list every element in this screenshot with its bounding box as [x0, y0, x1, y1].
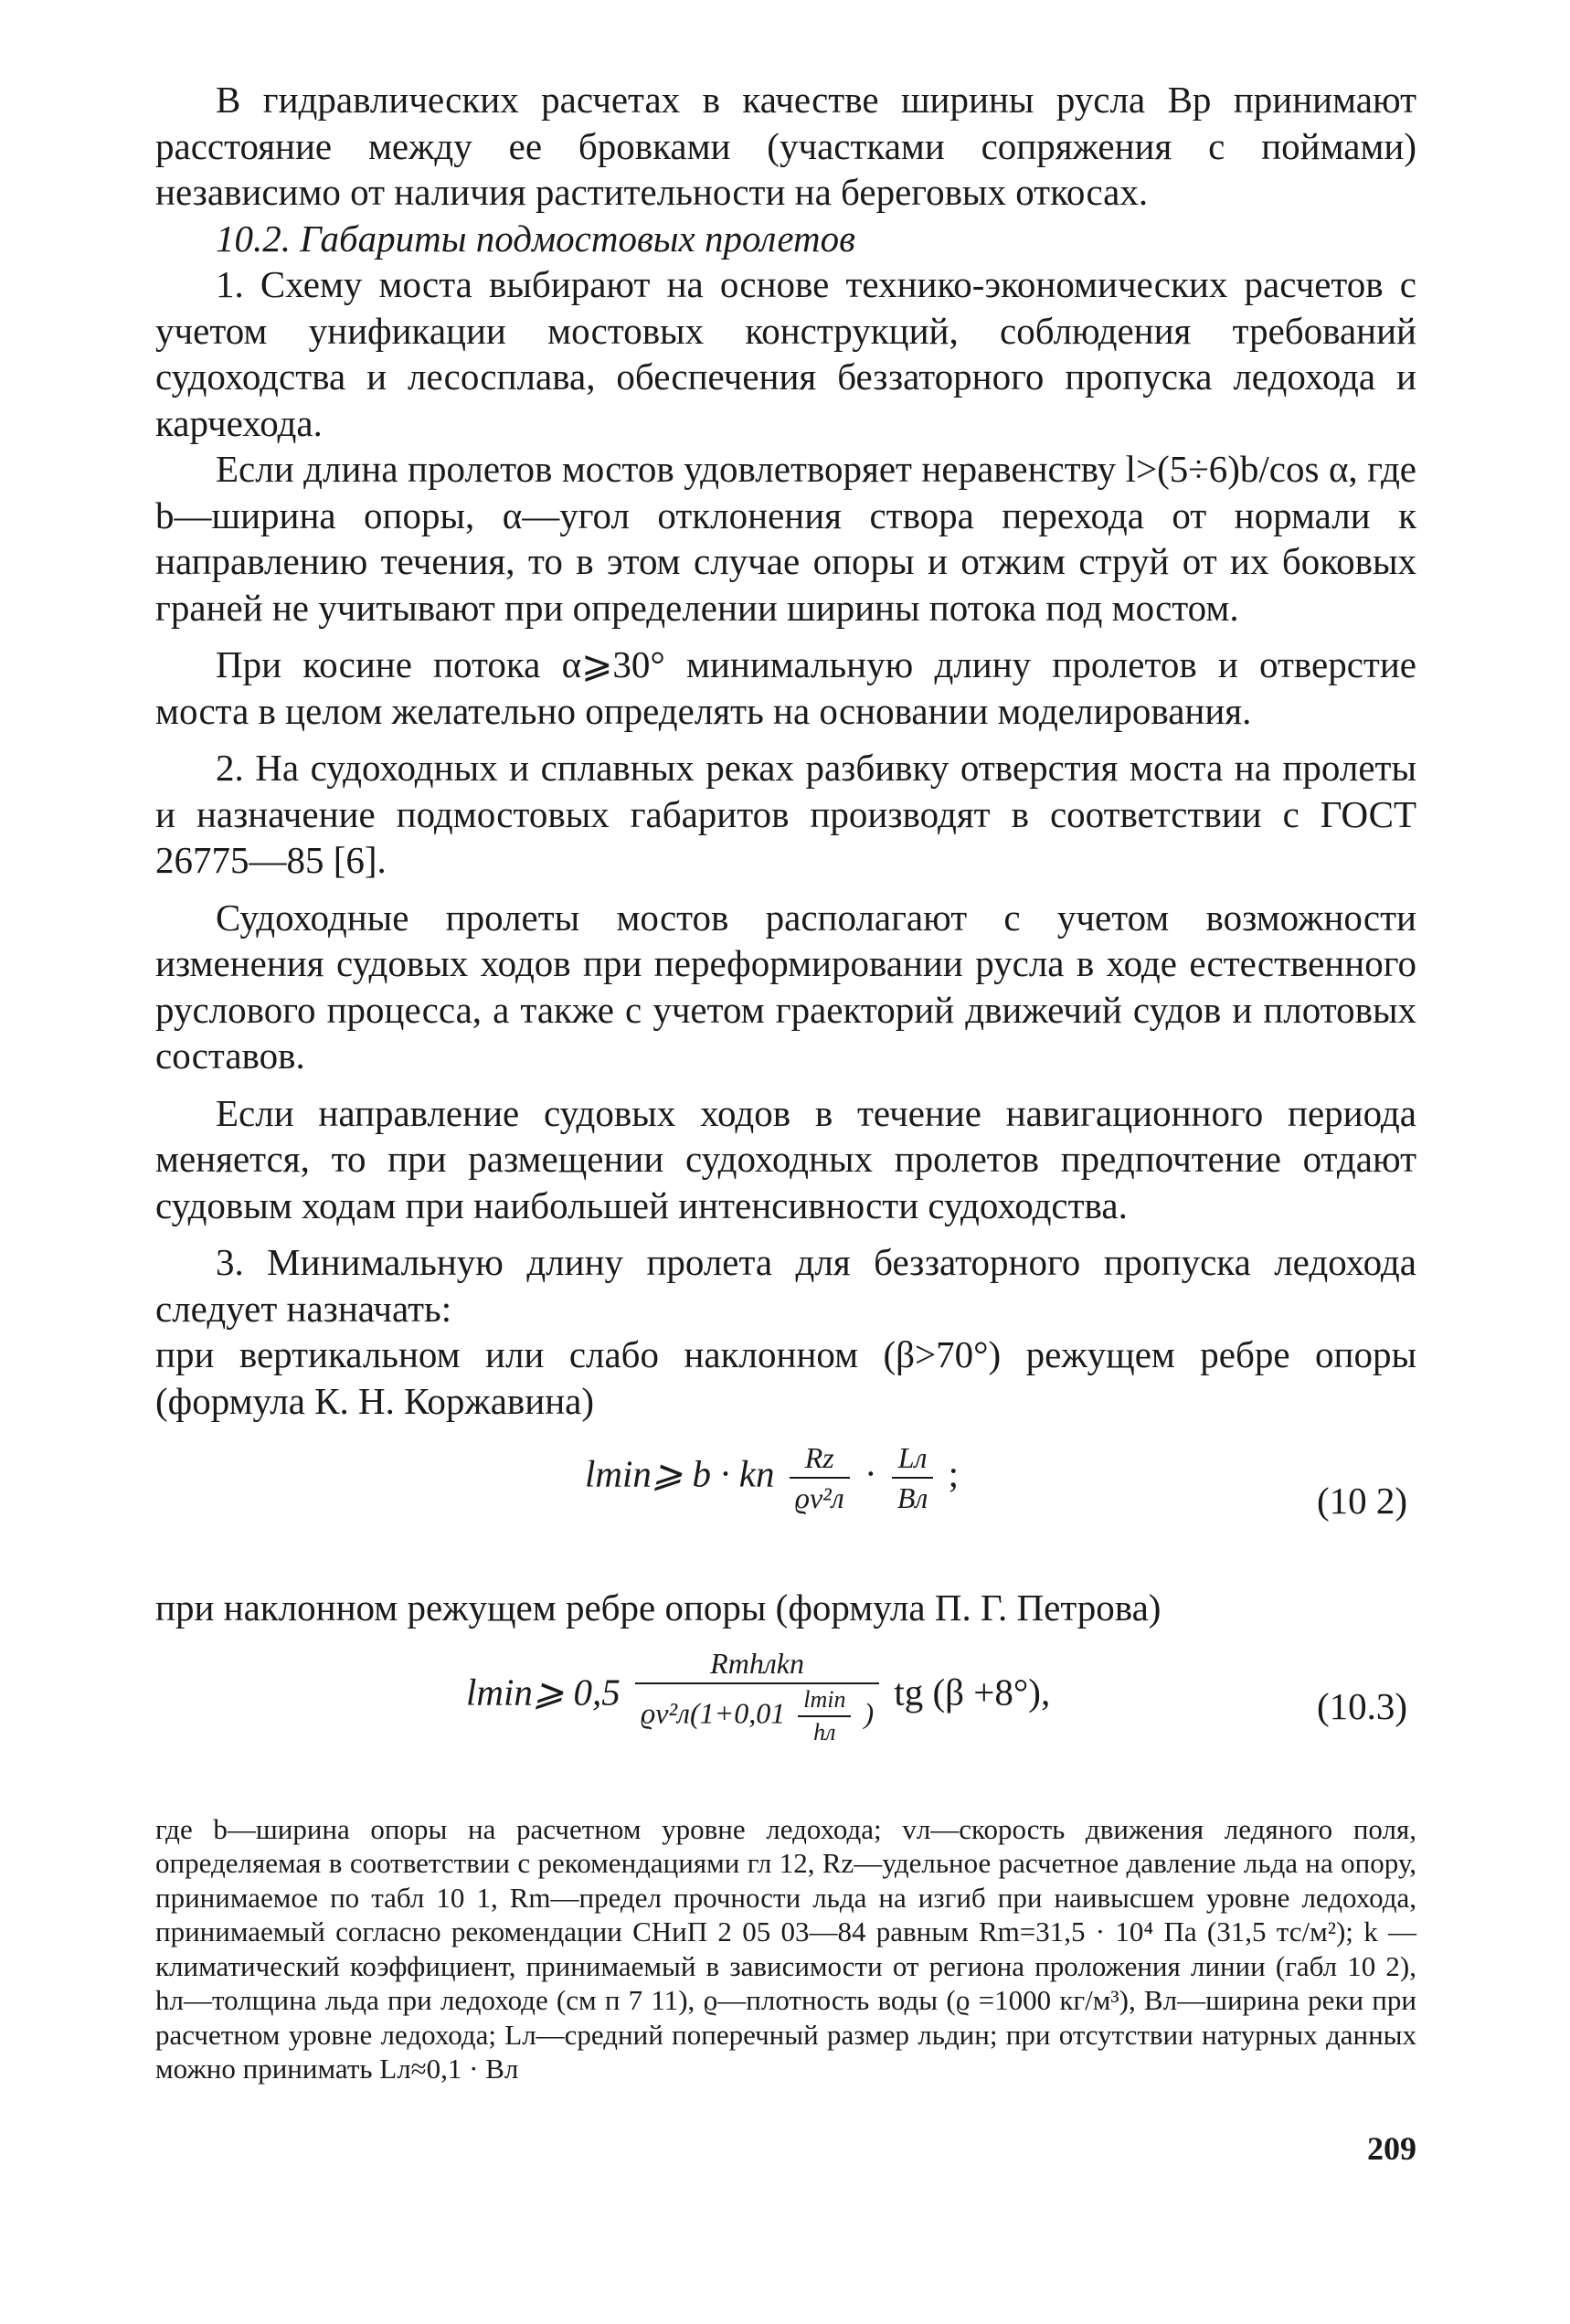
paragraph-span-condition: Если длина пролетов мостов удовлетворяет неравенству l>(5÷6)b/cos α, где b—ширина опоры, α—угол отклонения створа перехода от нормали к направлению течения, то в этом случае опоры и отжим струй от их боковых граней не учитывают при определении ширины потока под мостом.	[155, 448, 1416, 629]
paragraph-1: 1. Схему моста выбирают на основе технико-экономических расчетов с учетом унификации мостовых конструкций, соблюдения требований судоходства и лесосплава, обеспечения беззаторного пропуска ледохода и карчехода.	[155, 263, 1416, 444]
formula-10-2-body	[585, 1440, 959, 1515]
paragraph-inclined-edge: при наклонном режущем ребре опоры (формула П. Г. Петрова)	[155, 1586, 1162, 1629]
formula-10-3-inner-frac	[798, 1686, 851, 1746]
formula-10-3-inner-num: lmin	[798, 1686, 851, 1717]
paragraph-intro: В гидравлических расчетах в качестве ширины русла Bр принимают расстояние между ее бровками (участками сопряжения с поймами) независимо от наличия растительности на береговых откосах.	[155, 79, 1416, 213]
paragraph-vertical-edge: при вертикальном или слабо наклонном (β>70°) режущем ребре опоры (формула К. Н. Коржавина)	[155, 1333, 1416, 1422]
formula-10-2-num1: Rz	[790, 1440, 850, 1479]
formula-10-3-den	[635, 1684, 879, 1746]
formula-10-3-tail: tg (β +8°),	[894, 1670, 1051, 1713]
formula-10-3-den-post: )	[864, 1695, 875, 1729]
formula-10-3-lhs: lmin⩾ 0,5	[466, 1670, 621, 1713]
formula-10-3-inner-den: hл	[813, 1718, 836, 1746]
formula-10-3-body	[466, 1646, 1050, 1746]
formula-10-3-number: (10.3)	[1316, 1684, 1407, 1727]
formula-10-2-lhs: lmin⩾ b · kп	[585, 1452, 775, 1495]
formula-10-2-tail: ;	[948, 1452, 959, 1495]
page-number: 209	[1367, 2130, 1416, 2167]
formula-10-2-num2: Lл	[892, 1440, 934, 1479]
paragraph-3: 3. Минимальную длину пролета для беззаторного пропуска ледохода следует назначать:	[155, 1241, 1416, 1330]
formula-10-2-den1: ϱv²л	[794, 1481, 844, 1514]
paragraph-skew: При косине потока α⩾30° минимальную длину пролетов и отверстие моста в целом желательно определять на основании моделирования.	[155, 643, 1416, 732]
section-heading: 10.2. Габариты подмостовых пролетов	[216, 217, 855, 260]
formula-10-2	[155, 1440, 1416, 1577]
paragraph-channel-change: Если направление судовых ходов в течение навигационного периода меняется, то при размещении судоходных пролетов предпочтение отдают судовым ходам при наибольшей интенсивности судоходства.	[155, 1091, 1416, 1226]
formula-10-3-frac	[635, 1646, 879, 1746]
paragraph-navigation: Судоходные пролеты мостов располагают с учетом возможности изменения судовых ходов при переформировании русла в ходе естественного руслового процесса, а также с учетом граекторий движечий судов и плотовых составов.	[155, 896, 1416, 1077]
formula-10-3-num: Rmhлkп	[635, 1646, 879, 1684]
formula-10-2-frac2	[892, 1440, 934, 1515]
formula-10-2-number: (10 2)	[1316, 1480, 1407, 1522]
formula-10-2-frac1	[790, 1440, 850, 1515]
page-content	[155, 77, 1416, 2115]
formula-10-3-den-pre: ϱv²л(1+0,01	[641, 1695, 786, 1729]
paragraph-2: 2. На судоходных и сплавных реках разбивку отверстия моста на пролеты и назначение подмостовых габаритов производят в соответствии с ГОСТ 26775—85 [6].	[155, 747, 1416, 881]
footnote-definitions: где b—ширина опоры на расчетном уровне ледохода; vл—скорость движения ледяного поля, определяемая в соответствии с рекомендациями гл 12, Rz—удельное расчетное давление льда на опору, принимаемое по табл 10 1, Rm—предел прочности льда на изгиб при наивысшем уровне ледохода, принимаемый согласно рекомендации СНиП 2 05 03—84 равным Rm=31,5 · 10⁴ Па (31,5 тс/м²); k —климатический коэффициент, принимаемый в зависимости от региона проложения линии (габл 10 2), hл—толщина льда при ледоходе (см п 7 11), ϱ—плотность воды (ϱ =1000 кг/м³), Bл—ширина реки при расчетном уровне ледохода; Lл—средний поперечный размер льдин; при отсутствии натурных данных можно принимать Lл≈0,1 · Вл	[155, 1812, 1416, 2085]
formula-10-2-den2: Bл	[896, 1481, 928, 1514]
formula-10-2-dot: ·	[864, 1452, 877, 1495]
formula-10-3	[155, 1646, 1416, 1792]
